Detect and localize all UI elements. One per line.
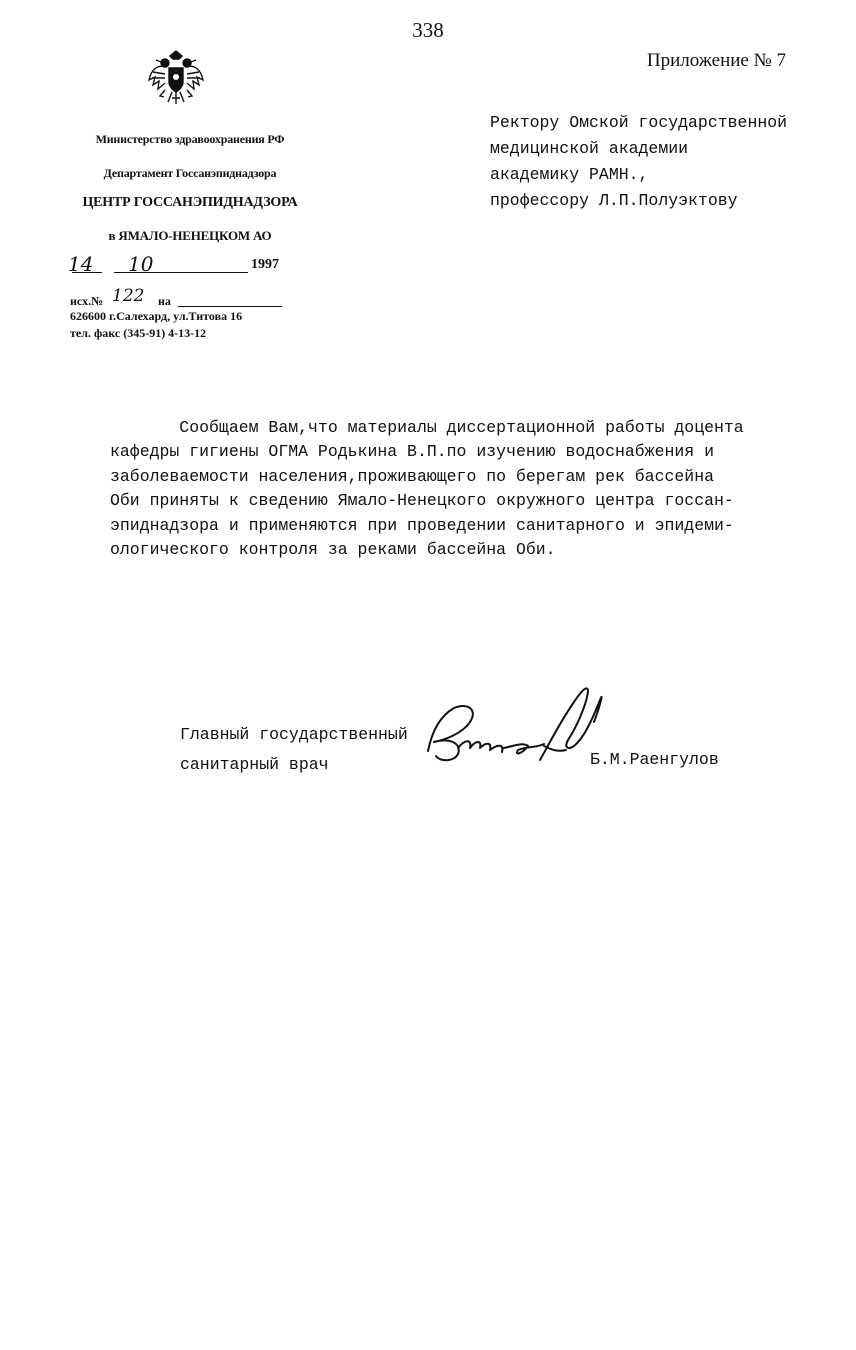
signatory-title	[180, 720, 408, 780]
recipient-line: профессору Л.П.Полуэктову	[490, 191, 738, 210]
body-line: Сообщаем Вам,что материалы диссертационной работы доцента	[110, 418, 744, 437]
recipient-block	[490, 110, 787, 214]
department-name: Департамент Госсанэпиднадзора	[103, 166, 277, 180]
region-name: в ЯМАЛО-НЕНЕЦКОМ АО	[108, 228, 272, 243]
body-line: заболеваемости населения,проживающего по берегам рек бассейна	[110, 466, 714, 486]
sender-address: 626600 г.Салехард, ул.Титова 16	[70, 309, 243, 323]
recipient-line: медицинской академии	[490, 139, 689, 158]
recipient-line: академику РАМН.,	[490, 165, 649, 184]
outgoing-reference	[70, 288, 290, 310]
ref-number: 122	[112, 286, 145, 306]
signatory-name: Б.М.Раенгулов	[590, 750, 719, 769]
body-line: эпиднадзора и применяются при проведении санитарного и эпидеми-	[110, 515, 734, 535]
date-year: 1997	[251, 257, 279, 272]
signatory-title-line: санитарный врач	[180, 755, 329, 774]
russian-double-headed-eagle-icon	[145, 50, 207, 106]
signatory-title-line: Главный государственный	[180, 725, 408, 744]
body-line: ологического контроля за реками бассейна Оби.	[110, 540, 556, 560]
ministry-name: Министерство здравоохранения РФ	[95, 132, 285, 146]
date-month: 10	[128, 252, 154, 276]
page-number: 338	[412, 18, 444, 42]
date-underline	[72, 272, 102, 273]
center-name: ЦЕНТР ГОССАНЭПИДНАДЗОРА	[82, 195, 298, 210]
sender-phone: тел. факс (345-91) 4-13-12	[70, 326, 207, 340]
letter-body	[110, 416, 770, 562]
ref-underline	[178, 306, 282, 307]
handwritten-signature	[418, 676, 618, 776]
body-line: кафедры гигиены ОГМА Родькина В.П.по изучению водоснабжения и	[110, 442, 714, 462]
date-underline	[114, 272, 248, 273]
date-day: 14	[68, 252, 94, 276]
body-line: Оби приняты к сведению Ямало-Ненецкого окружного центра госсан-	[110, 491, 734, 511]
ref-prefix: исх.№	[70, 294, 104, 308]
recipient-line: Ректору Омской государственной	[490, 113, 788, 132]
appendix-label: Приложение № 7	[646, 50, 786, 71]
letter-date	[68, 252, 288, 276]
ref-on-label: на	[158, 294, 171, 308]
